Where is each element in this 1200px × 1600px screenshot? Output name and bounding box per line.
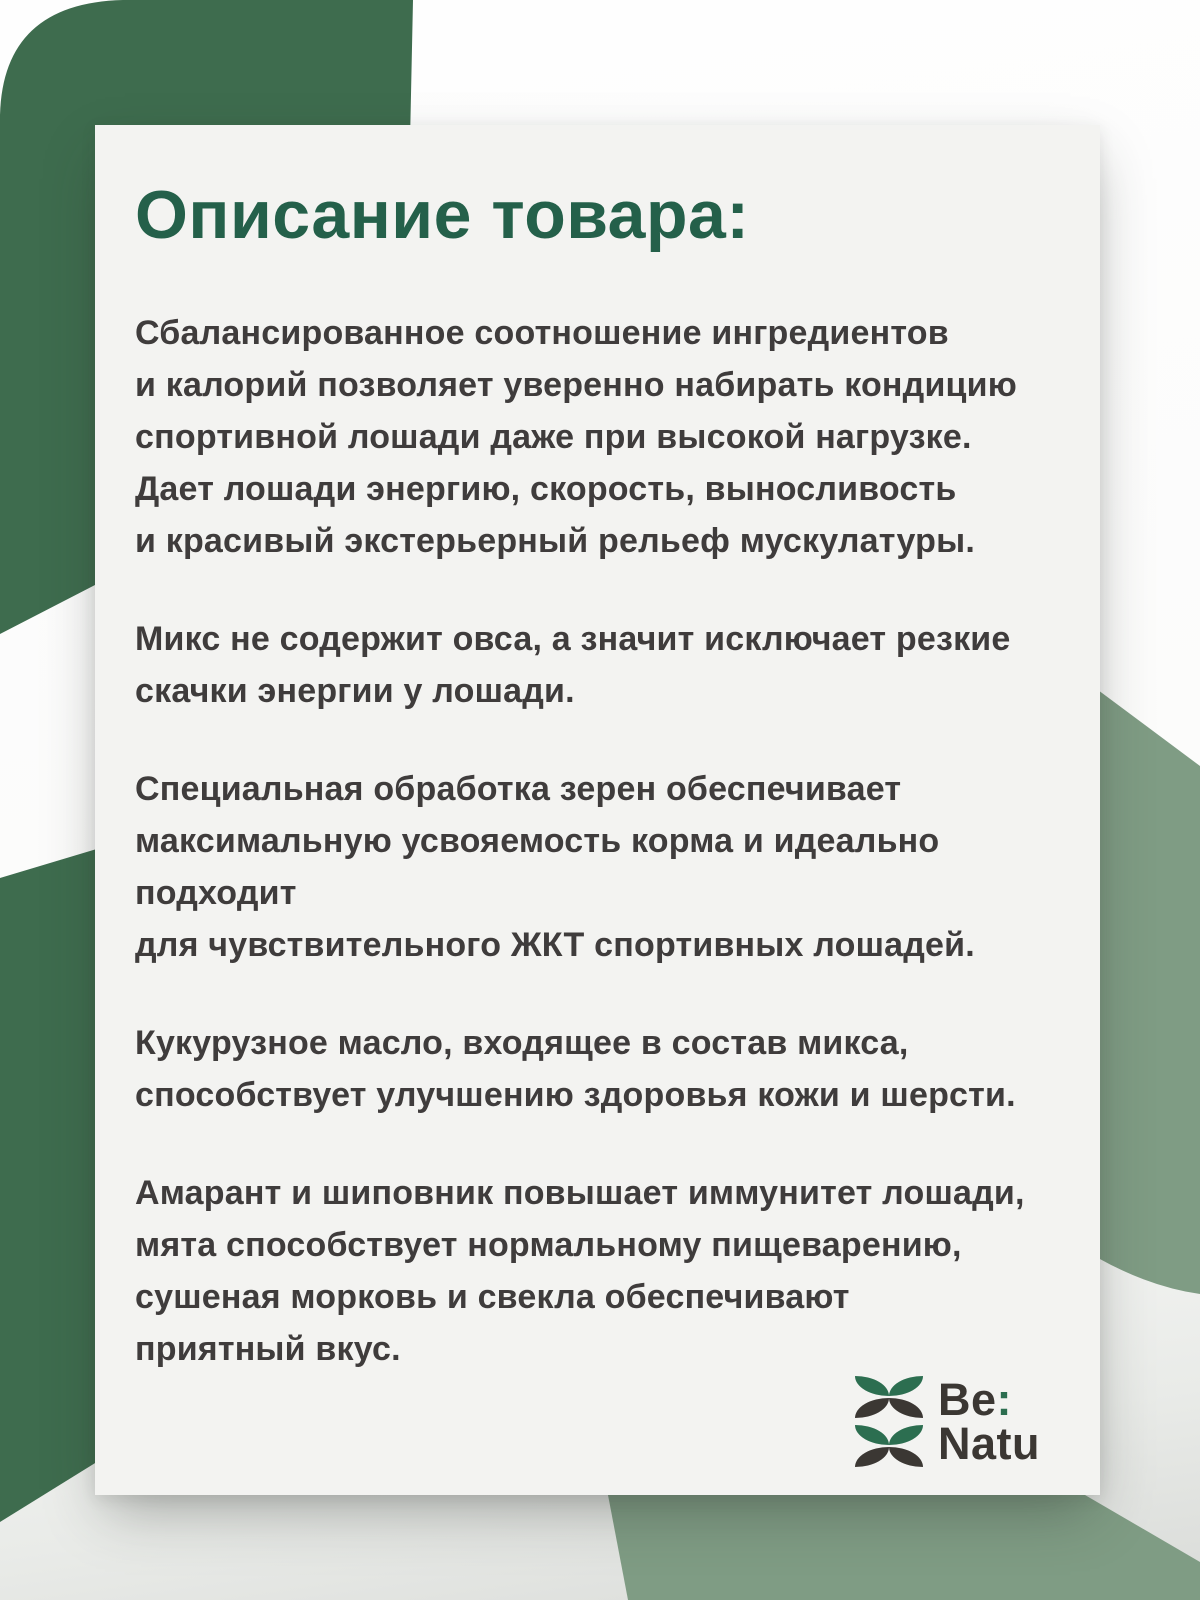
leaf-pair-icon (855, 1447, 923, 1467)
leaf-icon (855, 1376, 889, 1396)
brand-be: Be (938, 1373, 997, 1425)
paragraph: Сбалансированное соотношение ингредиентов и калорий позволяет уверенно набирать кондицию спортивной лошади даже при высокой нагрузке. Дает лошади энергию, скорость, выносливость и красивый экстерьерный рельеф мускулатуры. (135, 314, 1017, 560)
background-shape-bottom-left (0, 848, 100, 1522)
brand-name-line2 (938, 1417, 1040, 1469)
leaf-icon (889, 1398, 923, 1418)
brand-logo (855, 1373, 1040, 1469)
background-shape-right (1098, 690, 1200, 1294)
leaf-icon (855, 1447, 889, 1467)
paragraph: Амарант и шиповник повышает иммунитет лошади, мята способствует нормальному пищеварению, сушеная морковь и свекла обеспечивают приятный вкус. (135, 1174, 1025, 1368)
leaf-sprout-icon (855, 1376, 923, 1467)
brand-colon: : (996, 1373, 1013, 1425)
leaf-icon (855, 1398, 889, 1418)
leaf-cluster (855, 1376, 923, 1418)
page-title: Описание товара: (135, 177, 750, 253)
leaf-pair-icon (855, 1425, 923, 1445)
brand-name (938, 1373, 1040, 1469)
leaf-icon (889, 1376, 923, 1396)
brand-name-line1 (938, 1373, 1040, 1425)
leaf-icon (889, 1447, 923, 1467)
leaf-icon (855, 1425, 889, 1445)
paragraph: Микс не содержит овса, а значит исключает резкие скачки энергии у лошади. (135, 620, 1011, 710)
leaf-pair-icon (855, 1398, 923, 1418)
background-shape-bottom (608, 1495, 1200, 1600)
leaf-pair-icon (855, 1376, 923, 1396)
description-paragraphs (135, 307, 1058, 1375)
brand-natu: Natu (938, 1417, 1040, 1469)
paragraph: Специальная обработка зерен обеспечивает максимальную усвояемость корма и идеально подходит для чувствительного ЖКТ спортивных лошадей. (135, 770, 975, 964)
leaf-icon (889, 1425, 923, 1445)
paragraph: Кукурузное масло, входящее в состав микса, способствует улучшению здоровья кожи и шерсти. (135, 1024, 1016, 1114)
description-card (95, 125, 1100, 1495)
leaf-cluster (855, 1425, 923, 1467)
